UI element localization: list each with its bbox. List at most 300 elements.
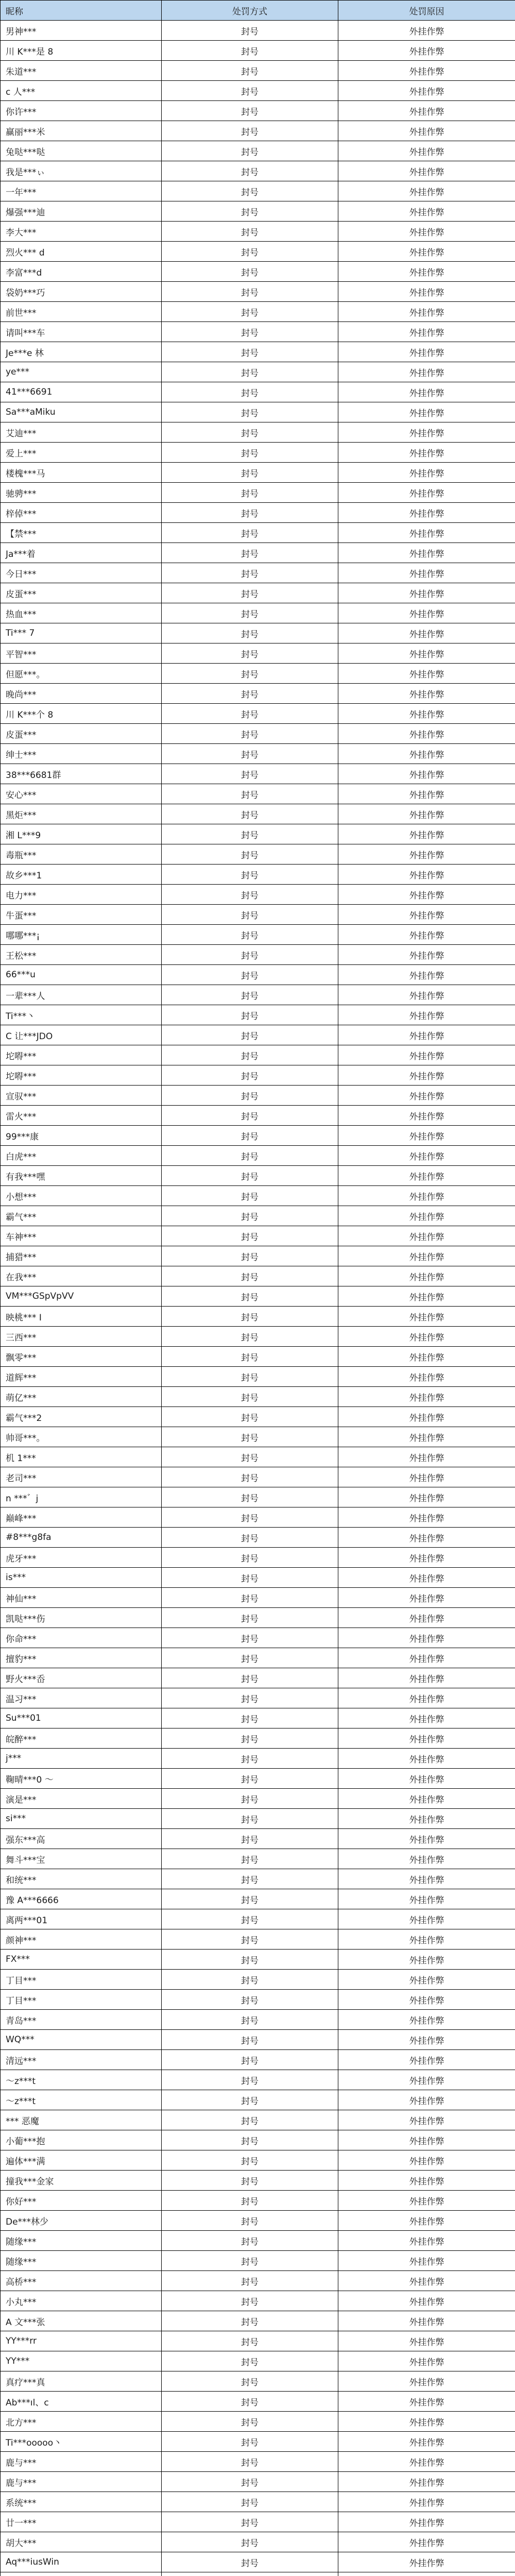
reason-cell: 外挂作弊 xyxy=(338,1467,515,1487)
penalty-cell: 封号 xyxy=(162,362,338,382)
penalty-cell: 封号 xyxy=(162,1307,338,1327)
reason-cell: 外挂作弊 xyxy=(338,2452,515,2472)
table-row xyxy=(1,1688,515,1708)
reason-cell: 外挂作弊 xyxy=(338,2371,515,2392)
penalty-cell: 封号 xyxy=(162,2452,338,2472)
nickname-cell: 66***u xyxy=(1,965,162,985)
reason-cell: 外挂作弊 xyxy=(338,684,515,704)
table-row xyxy=(1,1749,515,1769)
penalty-cell: 封号 xyxy=(162,201,338,222)
penalty-cell: 封号 xyxy=(162,463,338,483)
nickname-cell: 99***康 xyxy=(1,1126,162,1146)
table-row xyxy=(1,2110,515,2130)
table-row xyxy=(1,1186,515,1206)
table-row xyxy=(1,21,515,41)
nickname-cell: 电力*** xyxy=(1,885,162,905)
reason-cell: 外挂作弊 xyxy=(338,1668,515,1688)
reason-cell: 外挂作弊 xyxy=(338,2150,515,2171)
reason-cell: 外挂作弊 xyxy=(338,2331,515,2351)
table-row xyxy=(1,1387,515,1407)
reason-cell: 外挂作弊 xyxy=(338,1909,515,1929)
table-row xyxy=(1,925,515,945)
table-row xyxy=(1,1708,515,1728)
nickname-cell: 北方*** xyxy=(1,2412,162,2432)
table-row xyxy=(1,161,515,181)
table-row xyxy=(1,81,515,101)
table-row xyxy=(1,1126,515,1146)
nickname-cell: 38***6681群 xyxy=(1,764,162,784)
table-row xyxy=(1,101,515,121)
nickname-cell: 楼槐***马 xyxy=(1,463,162,483)
reason-cell: 外挂作弊 xyxy=(338,201,515,222)
nickname-cell: 驰骋*** xyxy=(1,483,162,503)
table-row xyxy=(1,2251,515,2271)
penalty-cell: 封号 xyxy=(162,1005,338,1025)
reason-cell: 外挂作弊 xyxy=(338,804,515,824)
nickname-cell: 映桃*** I xyxy=(1,1307,162,1327)
table-row xyxy=(1,905,515,925)
penalty-cell: 封号 xyxy=(162,1990,338,2010)
table-row xyxy=(1,623,515,643)
nickname-cell: 机 1*** xyxy=(1,1447,162,1467)
nickname-cell: A 文***张 xyxy=(1,2311,162,2331)
table-row xyxy=(1,1588,515,1608)
reason-cell: 外挂作弊 xyxy=(338,563,515,583)
nickname-cell: 豫 A***6666 xyxy=(1,1889,162,1909)
reason-cell: 外挂作弊 xyxy=(338,1487,515,1507)
table-row xyxy=(1,1025,515,1045)
nickname-cell: 我是***ぃ xyxy=(1,161,162,181)
nickname-cell: 你好*** xyxy=(1,2191,162,2211)
reason-cell: 外挂作弊 xyxy=(338,302,515,322)
table-row xyxy=(1,1226,515,1246)
reason-cell: 外挂作弊 xyxy=(338,523,515,543)
nickname-cell: 袋奶***巧 xyxy=(1,282,162,302)
penalty-cell: 封号 xyxy=(162,623,338,643)
nickname-cell: Sa***aMiku xyxy=(1,402,162,422)
penalty-cell: 封号 xyxy=(162,1749,338,1769)
table-row xyxy=(1,2472,515,2492)
nickname-cell: 一辈***人 xyxy=(1,985,162,1005)
reason-cell: 外挂作弊 xyxy=(338,483,515,503)
nickname-cell: 随缘*** xyxy=(1,2231,162,2251)
table-row xyxy=(1,1829,515,1849)
reason-cell: 外挂作弊 xyxy=(338,583,515,603)
reason-cell: 外挂作弊 xyxy=(338,1849,515,1869)
nickname-cell: 鹿与*** xyxy=(1,2452,162,2472)
penalty-cell: 封号 xyxy=(162,1387,338,1407)
table-row xyxy=(1,2512,515,2532)
table-row xyxy=(1,1146,515,1166)
nickname-cell: 廿一*** xyxy=(1,2512,162,2532)
reason-cell: 外挂作弊 xyxy=(338,161,515,181)
nickname-cell: 道辉*** xyxy=(1,1367,162,1387)
nickname-cell: 李大*** xyxy=(1,222,162,242)
penalty-cell: 封号 xyxy=(162,543,338,563)
penalty-cell: 封号 xyxy=(162,61,338,81)
table-row xyxy=(1,1849,515,1869)
reason-cell: 外挂作弊 xyxy=(338,844,515,865)
nickname-cell: Aq***iusWin xyxy=(1,2552,162,2572)
table-row xyxy=(1,1769,515,1789)
reason-cell: 外挂作弊 xyxy=(338,704,515,724)
nickname-cell: j*** xyxy=(1,1749,162,1769)
penalty-cell: 封号 xyxy=(162,2271,338,2291)
penalty-cell: 封号 xyxy=(162,1327,338,1347)
nickname-cell: 凯哒***伤 xyxy=(1,1608,162,1628)
reason-cell: 外挂作弊 xyxy=(338,322,515,342)
penalty-cell: 封号 xyxy=(162,1347,338,1367)
reason-cell: 外挂作弊 xyxy=(338,121,515,141)
penalty-cell: 封号 xyxy=(162,2030,338,2050)
nickname-cell: *** 恶魔 xyxy=(1,2110,162,2130)
nickname-cell: 宣驭*** xyxy=(1,1086,162,1106)
penalty-cell: 封号 xyxy=(162,2432,338,2452)
table-row xyxy=(1,2130,515,2150)
reason-cell: 外挂作弊 xyxy=(338,1648,515,1668)
nickname-cell: 高桥*** xyxy=(1,2271,162,2291)
reason-cell: 外挂作弊 xyxy=(338,21,515,41)
table-row xyxy=(1,1507,515,1528)
nickname-cell: Je***e 林 xyxy=(1,342,162,362)
table-row xyxy=(1,262,515,282)
table-row xyxy=(1,282,515,302)
table-row xyxy=(1,1789,515,1809)
nickname-cell: 牛蛋*** xyxy=(1,905,162,925)
penalty-cell: 封号 xyxy=(162,1789,338,1809)
penalty-cell: 封号 xyxy=(162,2331,338,2351)
penalty-cell: 封号 xyxy=(162,282,338,302)
penalty-cell: 封号 xyxy=(162,1467,338,1487)
reason-cell: 外挂作弊 xyxy=(338,1025,515,1045)
nickname-cell: 撞我***金家 xyxy=(1,2171,162,2191)
reason-cell: 外挂作弊 xyxy=(338,382,515,402)
reason-cell: 外挂作弊 xyxy=(338,262,515,282)
penalty-cell: 封号 xyxy=(162,1286,338,1307)
reason-cell: 外挂作弊 xyxy=(338,1789,515,1809)
penalty-cell: 封号 xyxy=(162,443,338,463)
penalty-cell: 封号 xyxy=(162,101,338,121)
nickname-cell: ye*** xyxy=(1,362,162,382)
table-row xyxy=(1,463,515,483)
reason-cell: 外挂作弊 xyxy=(338,1708,515,1728)
reason-cell: 外挂作弊 xyxy=(338,1206,515,1226)
nickname-cell: is*** xyxy=(1,1568,162,1588)
penalty-cell: 封号 xyxy=(162,2211,338,2231)
table-row xyxy=(1,382,515,402)
table-row xyxy=(1,1528,515,1548)
penalty-cell: 封号 xyxy=(162,1648,338,1668)
nickname-cell: 强东***高 xyxy=(1,1829,162,1849)
table-row xyxy=(1,1929,515,1950)
nickname-cell: 丁目*** xyxy=(1,1970,162,1990)
reason-cell: 外挂作弊 xyxy=(338,2050,515,2070)
nickname-cell: 神仙*** xyxy=(1,1588,162,1608)
table-row xyxy=(1,2311,515,2331)
nickname-cell: 霸气*** xyxy=(1,1206,162,1226)
reason-cell: 外挂作弊 xyxy=(338,2412,515,2432)
penalty-cell: 封号 xyxy=(162,1849,338,1869)
penalty-cell: 封号 xyxy=(162,1970,338,1990)
nickname-cell: 李富***d xyxy=(1,262,162,282)
table-row xyxy=(1,1950,515,1970)
reason-cell: 外挂作弊 xyxy=(338,1809,515,1829)
reason-cell: 外挂作弊 xyxy=(338,1327,515,1347)
table-row xyxy=(1,2171,515,2191)
table-row xyxy=(1,844,515,865)
table-row xyxy=(1,2392,515,2412)
reason-cell: 外挂作弊 xyxy=(338,2110,515,2130)
nickname-cell: 系统*** xyxy=(1,2492,162,2512)
table-row xyxy=(1,1970,515,1990)
reason-cell: 外挂作弊 xyxy=(338,1990,515,2010)
table-row xyxy=(1,2412,515,2432)
table-row xyxy=(1,704,515,724)
penalty-cell: 封号 xyxy=(162,2050,338,2070)
penalty-cell: 封号 xyxy=(162,2110,338,2130)
reason-cell: 外挂作弊 xyxy=(338,1286,515,1307)
nickname-cell: Ti***ooooo丶 xyxy=(1,2432,162,2452)
table-row xyxy=(1,2211,515,2231)
nickname-cell: 一年*** xyxy=(1,181,162,201)
table-row xyxy=(1,41,515,61)
nickname-cell: 胡大*** xyxy=(1,2532,162,2552)
penalty-cell: 封号 xyxy=(162,402,338,422)
penalty-cell: 封号 xyxy=(162,2150,338,2171)
table-row xyxy=(1,2371,515,2392)
penalty-cell: 封号 xyxy=(162,824,338,844)
reason-cell: 外挂作弊 xyxy=(338,1749,515,1769)
header-nickname: 昵称 xyxy=(1,1,162,21)
reason-cell xyxy=(338,2572,515,2576)
penalty-cell: 封号 xyxy=(162,1889,338,1909)
penalty-cell: 封号 xyxy=(162,523,338,543)
table-row xyxy=(1,1246,515,1266)
penalty-cell: 封号 xyxy=(162,844,338,865)
reason-cell: 外挂作弊 xyxy=(338,2070,515,2090)
penalty-cell: 封号 xyxy=(162,342,338,362)
nickname-cell: 坨嘚*** xyxy=(1,1065,162,1086)
table-row xyxy=(1,2271,515,2291)
nickname-cell: 捕猎*** xyxy=(1,1246,162,1266)
penalty-cell: 封号 xyxy=(162,2231,338,2251)
reason-cell: 外挂作弊 xyxy=(338,2030,515,2050)
table-row xyxy=(1,2090,515,2110)
nickname-cell: 安心*** xyxy=(1,784,162,804)
table-row xyxy=(1,402,515,422)
table-row xyxy=(1,422,515,443)
nickname-cell: 遍体***满 xyxy=(1,2150,162,2171)
nickname-cell: 【禁*** xyxy=(1,523,162,543)
table-row xyxy=(1,1728,515,1749)
table-row xyxy=(1,603,515,623)
penalty-cell: 封号 xyxy=(162,1126,338,1146)
penalty-cell: 封号 xyxy=(162,885,338,905)
nickname-cell: 爆强***迪 xyxy=(1,201,162,222)
reason-cell: 外挂作弊 xyxy=(338,1507,515,1528)
table-row xyxy=(1,2010,515,2030)
nickname-cell: n ***゛j xyxy=(1,1487,162,1507)
penalty-cell: 封号 xyxy=(162,121,338,141)
nickname-cell: C 让***JDO xyxy=(1,1025,162,1045)
table-row xyxy=(1,2191,515,2211)
penalty-cell: 封号 xyxy=(162,1186,338,1206)
penalty-cell: 封号 xyxy=(162,865,338,885)
penalty-cell: 封号 xyxy=(162,161,338,181)
reason-cell: 外挂作弊 xyxy=(338,744,515,764)
reason-cell: 外挂作弊 xyxy=(338,2291,515,2311)
reason-cell: 外挂作弊 xyxy=(338,1126,515,1146)
table-row xyxy=(1,1086,515,1106)
reason-cell: 外挂作弊 xyxy=(338,1528,515,1548)
penalty-cell xyxy=(162,2572,338,2576)
reason-cell: 外挂作弊 xyxy=(338,1387,515,1407)
table-row xyxy=(1,443,515,463)
table-row xyxy=(1,2231,515,2251)
penalty-cell: 封号 xyxy=(162,965,338,985)
table-row xyxy=(1,1447,515,1467)
penalty-cell: 封号 xyxy=(162,2070,338,2090)
table-row xyxy=(1,2432,515,2452)
reason-cell: 外挂作弊 xyxy=(338,1146,515,1166)
reason-cell: 外挂作弊 xyxy=(338,1829,515,1849)
table-row xyxy=(1,141,515,161)
reason-cell: 外挂作弊 xyxy=(338,885,515,905)
nickname-cell: 小丸*** xyxy=(1,2291,162,2311)
table-row xyxy=(1,1307,515,1327)
penalty-cell: 封号 xyxy=(162,41,338,61)
penalty-cell: 封号 xyxy=(162,1045,338,1065)
reason-cell: 外挂作弊 xyxy=(338,1447,515,1467)
penalty-cell: 封号 xyxy=(162,1728,338,1749)
reason-cell: 外挂作弊 xyxy=(338,2171,515,2191)
table-row xyxy=(1,1286,515,1307)
nickname-cell: 飘零*** xyxy=(1,1347,162,1367)
nickname-cell: 热血*** xyxy=(1,603,162,623)
nickname-cell: 随缘*** xyxy=(1,2251,162,2271)
penalty-cell: 封号 xyxy=(162,985,338,1005)
nickname-cell: 前世*** xyxy=(1,302,162,322)
nickname-cell: Ti***丶 xyxy=(1,1005,162,1025)
table-row xyxy=(1,2552,515,2572)
table-row xyxy=(1,2150,515,2171)
penalty-cell: 封号 xyxy=(162,603,338,623)
table-row xyxy=(1,865,515,885)
table-row xyxy=(1,1608,515,1628)
reason-cell: 外挂作弊 xyxy=(338,1427,515,1447)
penalty-cell: 封号 xyxy=(162,21,338,41)
penalty-cell: 封号 xyxy=(162,643,338,664)
penalty-cell: 封号 xyxy=(162,422,338,443)
reason-cell: 外挂作弊 xyxy=(338,2351,515,2371)
penalty-cell: 封号 xyxy=(162,664,338,684)
table-row xyxy=(1,181,515,201)
penalty-cell: 封号 xyxy=(162,81,338,101)
nickname-cell: 雷火*** xyxy=(1,1106,162,1126)
header-penalty: 处罚方式 xyxy=(162,1,338,21)
penalty-cell: 封号 xyxy=(162,503,338,523)
nickname-cell: 青岛*** xyxy=(1,2010,162,2030)
penalty-cell: 封号 xyxy=(162,1548,338,1568)
penalty-cell: 封号 xyxy=(162,1708,338,1728)
reason-cell: 外挂作弊 xyxy=(338,1608,515,1628)
reason-cell: 外挂作弊 xyxy=(338,1869,515,1889)
reason-cell: 外挂作弊 xyxy=(338,2130,515,2150)
table-row xyxy=(1,985,515,1005)
table-row xyxy=(1,684,515,704)
reason-cell: 外挂作弊 xyxy=(338,1588,515,1608)
table-row xyxy=(1,61,515,81)
nickname-cell: 颜神*** xyxy=(1,1929,162,1950)
table-row xyxy=(1,2452,515,2472)
reason-cell: 外挂作弊 xyxy=(338,945,515,965)
table-row xyxy=(1,1990,515,2010)
reason-cell: 外挂作弊 xyxy=(338,1045,515,1065)
table-row xyxy=(1,201,515,222)
penalty-cell: 封号 xyxy=(162,1829,338,1849)
table-row xyxy=(1,362,515,382)
penalty-cell: 封号 xyxy=(162,1407,338,1427)
reason-cell: 外挂作弊 xyxy=(338,2251,515,2271)
reason-cell: 外挂作弊 xyxy=(338,1005,515,1025)
table-row xyxy=(1,503,515,523)
table-row xyxy=(1,1628,515,1648)
table-row xyxy=(1,724,515,744)
reason-cell: 外挂作弊 xyxy=(338,2271,515,2291)
nickname-cell: 兔哒***哒 xyxy=(1,141,162,161)
nickname-cell: 车神*** xyxy=(1,1226,162,1246)
penalty-cell: 封号 xyxy=(162,1266,338,1286)
nickname-cell: 在我*** xyxy=(1,1266,162,1286)
reason-cell: 外挂作弊 xyxy=(338,925,515,945)
penalty-cell: 封号 xyxy=(162,2392,338,2412)
nickname-cell: 你命*** xyxy=(1,1628,162,1648)
table-row xyxy=(1,1005,515,1025)
penalty-cell: 封号 xyxy=(162,1487,338,1507)
reason-cell: 外挂作弊 xyxy=(338,603,515,623)
nickname-cell: 皮蛋*** xyxy=(1,724,162,744)
reason-cell: 外挂作弊 xyxy=(338,81,515,101)
nickname-cell: 擅豹*** xyxy=(1,1648,162,1668)
reason-cell: 外挂作弊 xyxy=(338,1166,515,1186)
nickname-cell: 萌亿*** xyxy=(1,1387,162,1407)
table-row xyxy=(1,1166,515,1186)
table-row xyxy=(1,2492,515,2512)
reason-cell: 外挂作弊 xyxy=(338,1929,515,1950)
reason-cell: 外挂作弊 xyxy=(338,422,515,443)
table-row xyxy=(1,322,515,342)
nickname-cell: 但愿***。 xyxy=(1,664,162,684)
table-row xyxy=(1,563,515,583)
nickname-cell: 川 K***个 8 xyxy=(1,704,162,724)
nickname-cell: 故乡***1 xyxy=(1,865,162,885)
penalty-cell: 封号 xyxy=(162,483,338,503)
nickname-cell: 老司*** xyxy=(1,1467,162,1487)
nickname-cell: ～z***t xyxy=(1,2070,162,2090)
table-row xyxy=(1,2572,515,2576)
penalty-cell: 封号 xyxy=(162,1528,338,1548)
reason-cell: 外挂作弊 xyxy=(338,443,515,463)
reason-cell: 外挂作弊 xyxy=(338,543,515,563)
nickname-cell: 哪哪***¡ xyxy=(1,925,162,945)
table-row xyxy=(1,2291,515,2311)
nickname-cell: 鹿与*** xyxy=(1,2472,162,2492)
table-row xyxy=(1,764,515,784)
nickname-cell xyxy=(1,2572,162,2576)
table-row xyxy=(1,1407,515,1427)
nickname-cell: 巅峰*** xyxy=(1,1507,162,1528)
table-row xyxy=(1,784,515,804)
